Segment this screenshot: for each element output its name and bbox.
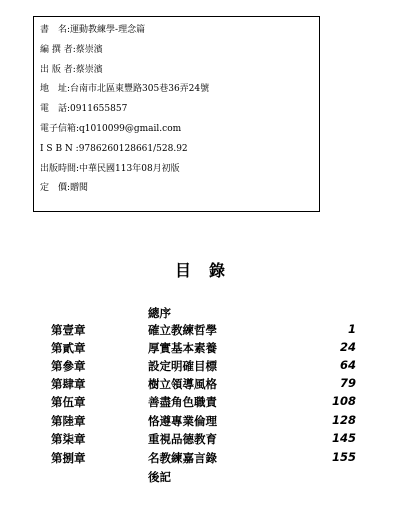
info-label: 編 撰 者: <box>40 44 76 55</box>
info-value: 贈閱 <box>70 183 89 194</box>
info-row-author <box>40 46 319 55</box>
info-label: 出版時間: <box>40 163 80 174</box>
info-row-publisher <box>40 66 319 75</box>
toc-row <box>0 450 400 466</box>
info-label: 定 價: <box>40 183 71 194</box>
info-label: 地 址: <box>40 84 71 95</box>
toc-page-number: 108 <box>331 394 356 408</box>
toc-row <box>0 305 400 321</box>
info-label: 書 名: <box>40 25 71 35</box>
toc-chapter: 第伍章 <box>51 395 86 409</box>
info-value: 運動教練學-理念篇 <box>70 25 146 35</box>
info-row-price <box>40 184 319 193</box>
toc-chapter: 第陸章 <box>51 414 86 428</box>
toc-page-number: 79 <box>339 376 356 390</box>
toc-row <box>0 469 400 485</box>
toc-text: 總序 <box>148 306 171 320</box>
info-value: 蔡崇濱 <box>75 44 103 55</box>
info-row-isbn <box>40 145 319 154</box>
info-row-publish-date <box>40 165 319 174</box>
toc-text: 恪遵專業倫理 <box>148 414 217 428</box>
toc-text: 善盡角色職責 <box>148 395 217 409</box>
info-value: q1010099@gmail.com <box>79 123 182 134</box>
toc-page-number: 24 <box>339 340 356 354</box>
toc-chapter: 第柒章 <box>51 432 86 446</box>
info-value: 中華民國113年08月初版 <box>79 163 180 174</box>
toc-text: 後記 <box>148 470 171 484</box>
toc-page-number: 145 <box>331 431 356 445</box>
info-row-phone <box>40 105 319 114</box>
info-row-email <box>40 125 319 134</box>
info-label: 電子信箱: <box>40 123 80 134</box>
toc-row <box>0 394 400 410</box>
info-row-address <box>40 85 319 94</box>
toc-chapter: 第壹章 <box>51 323 86 337</box>
toc-title: 目錄 <box>174 261 243 280</box>
toc-row <box>0 413 400 429</box>
toc-row <box>0 322 400 338</box>
toc-row <box>0 358 400 374</box>
toc-text: 重視品德教育 <box>148 432 217 446</box>
info-value: 9786260128661/528.92 <box>78 143 188 154</box>
toc-row <box>0 376 400 392</box>
info-value: 台南市北區東豐路305巷36弄24號 <box>70 84 210 95</box>
info-label: 出 版 者: <box>40 64 76 75</box>
toc-chapter: 第貳章 <box>51 341 86 355</box>
toc-text: 名教練嘉言錄 <box>148 451 217 465</box>
toc-text: 樹立領導風格 <box>148 377 217 391</box>
toc-page-number: 155 <box>331 450 356 464</box>
toc-row <box>0 431 400 447</box>
toc-text: 厚實基本素養 <box>148 341 217 355</box>
toc-page-number: 1 <box>347 322 356 336</box>
toc-chapter: 第肆章 <box>51 377 86 391</box>
toc-page-number: 128 <box>331 413 356 427</box>
toc-text: 確立教練哲學 <box>148 323 217 337</box>
toc-page-number: 64 <box>339 358 356 372</box>
info-label: 電 話: <box>40 104 71 115</box>
info-row-title <box>40 26 319 35</box>
toc-text: 設定明確目標 <box>148 359 217 373</box>
toc-row <box>0 340 400 356</box>
info-value: 0911655857 <box>70 104 128 115</box>
info-value: 蔡崇濱 <box>75 64 103 75</box>
info-label: I S B N : <box>40 143 79 154</box>
toc-chapter: 第參章 <box>51 359 86 373</box>
copyright-info-box <box>33 16 320 212</box>
toc-chapter: 第捌章 <box>51 451 86 465</box>
